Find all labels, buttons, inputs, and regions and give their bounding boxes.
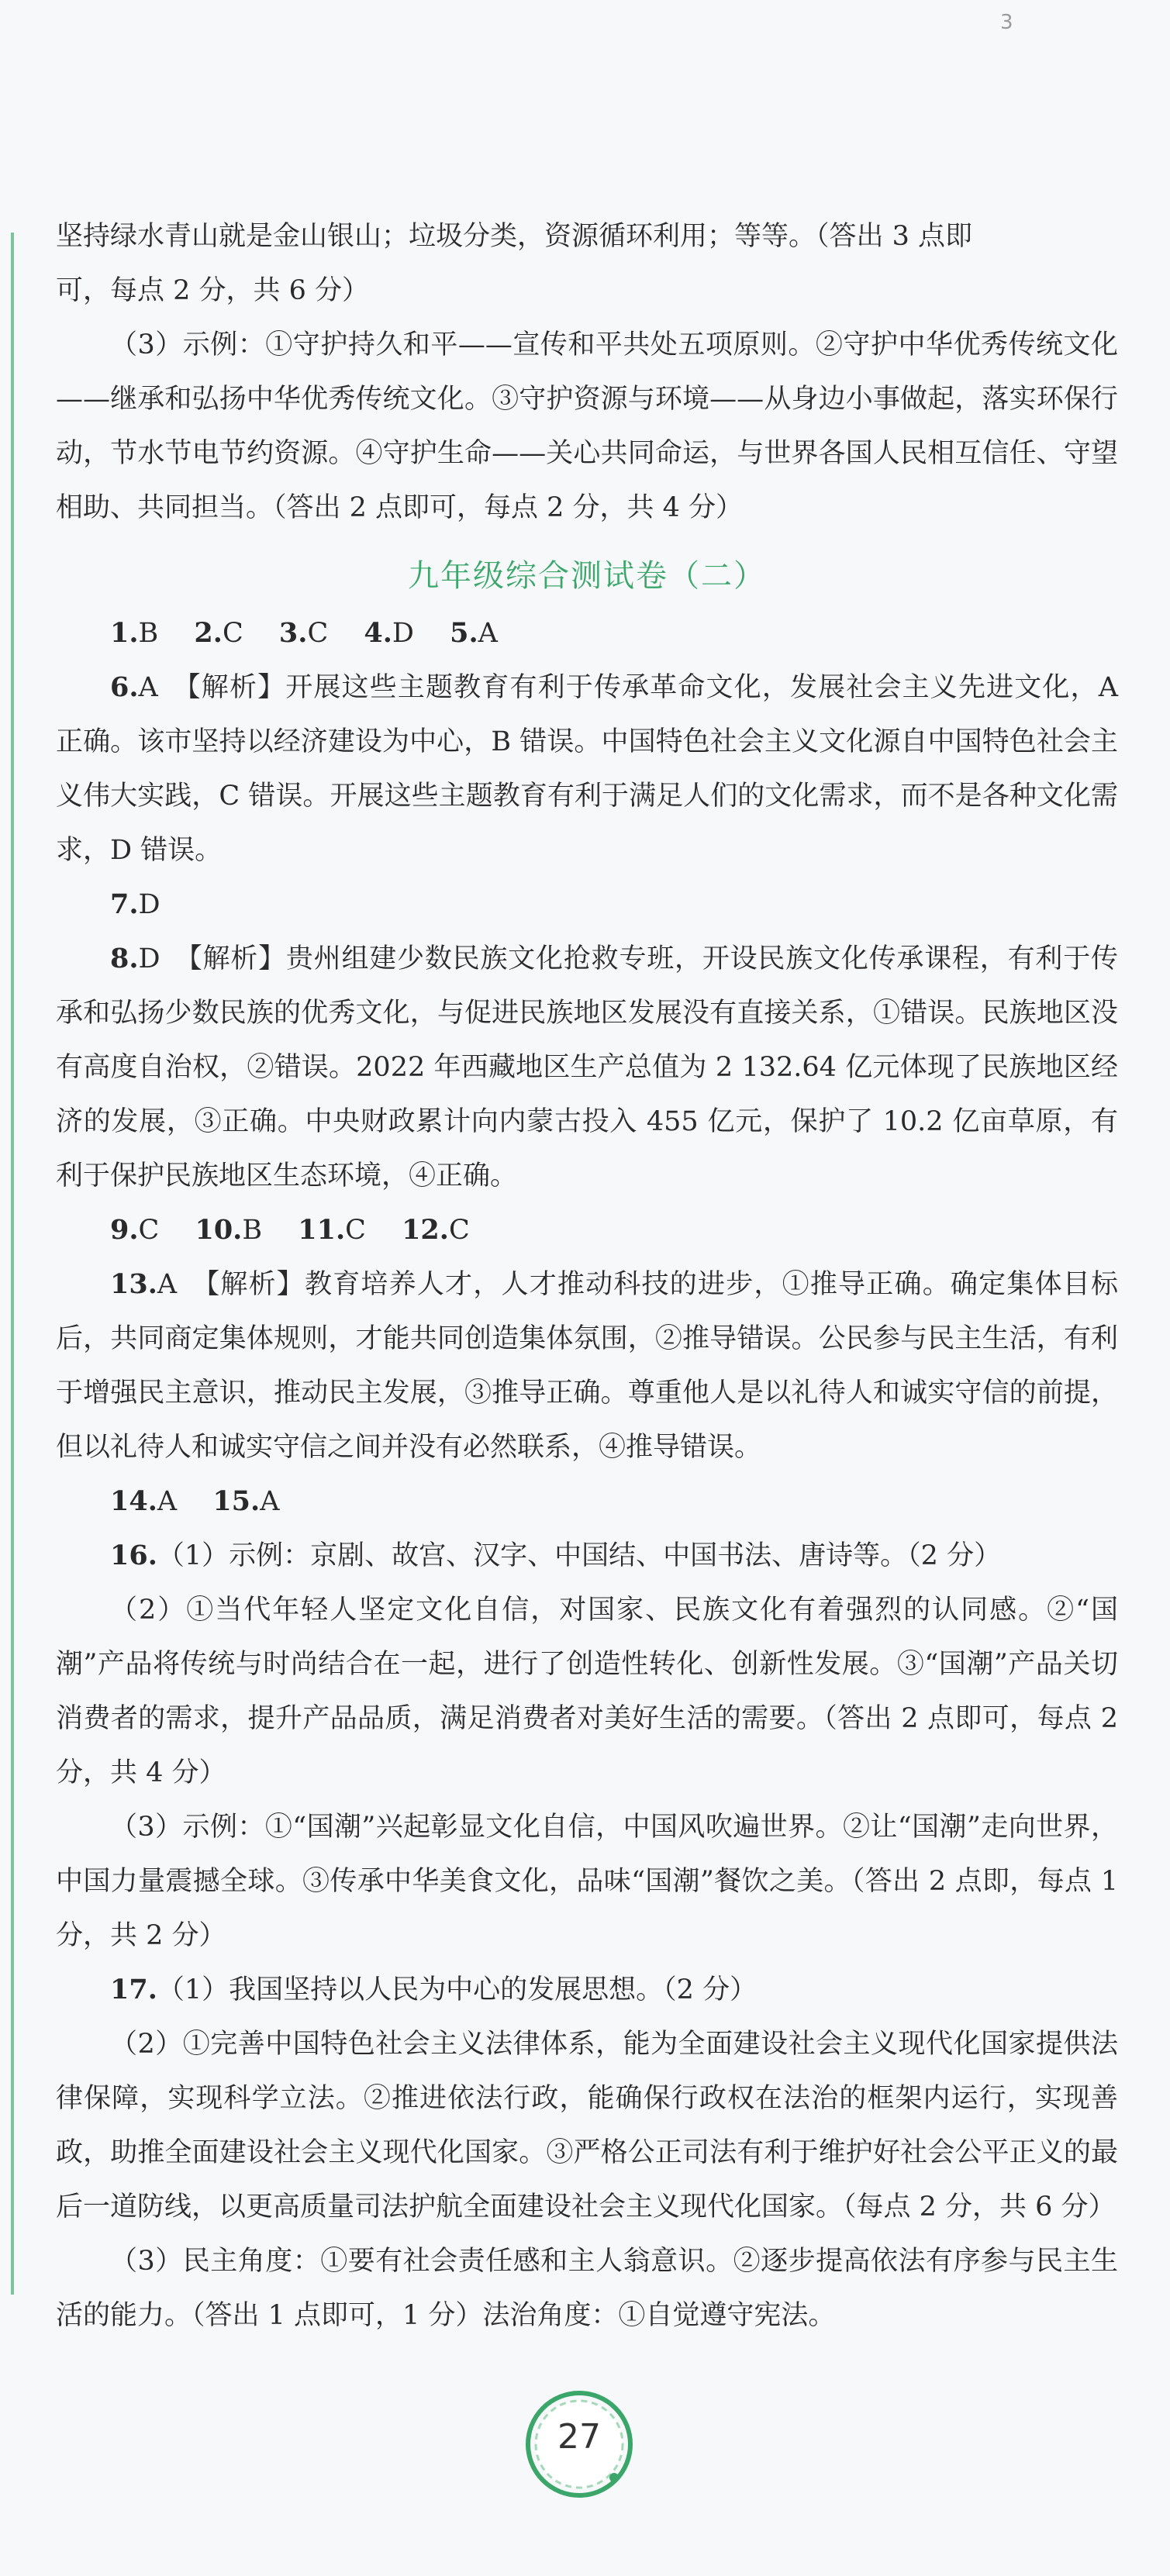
q-answer: （1）示例：京剧、故宫、汉字、中国结、中国书法、唐诗等。（2 分） [157, 1540, 1002, 1571]
answers-9-12 [56, 1203, 1118, 1257]
answer-16-1 [56, 1529, 1118, 1583]
prev-answer-line1: 坚持绿水青山就是金山银山；垃圾分类，资源循环利用；等等。（答出 3 点即 [56, 221, 973, 252]
q-num: 2. [194, 617, 223, 649]
prev-answer-3: （3）示例：①守护持久和平——宣传和平共处五项原则。②守护中华优秀传统文化——继承和弘扬中华优秀传统文化。③守护资源与环境——从身边小事做起，落实环保行动，节水节电节约资源。④守护生命——关心共同命运，与世界各国人民相互信任、守望相助、共同担当。（答出 2 点即可，每点 2 分，共 4 分） [56, 329, 1118, 523]
answer-17-2: （2）①完善中国特色社会主义法律体系，能为全面建设社会主义现代化国家提供法律保障，实现科学立法。②推进依法行政，能确保行政权在法治的框架内运行，实现善政，助推全面建设社会主义现代化国家。③严格公正司法有利于维护好社会公平正义的最后一道防线，以更高质量司法护航全面建设社会主义现代化国家。（每点 2 分，共 6 分） [56, 2029, 1118, 2223]
answer-16-3: （3）示例：①“国潮”兴起彰显文化自信，中国风吹遍世界。②让“国潮”走向世界，中国力量震撼全球。③传承中华美食文化，品味“国潮”餐饮之美。（答出 2 点即，每点 1 分，共 2 分） [56, 1812, 1118, 1951]
answer-6 [56, 660, 1118, 878]
q-answer: D [392, 618, 441, 649]
q-num: 5. [450, 617, 478, 649]
q-answer: A [157, 1486, 205, 1517]
q-num: 15. [212, 1485, 261, 1517]
q-answer: B [138, 618, 186, 649]
q-num: 12. [402, 1214, 449, 1246]
answers-1-5 [56, 606, 1118, 660]
page-number: 27 [557, 2417, 601, 2457]
answer-16-2: （2）①当代年轻人坚定文化自信，对国家、民族文化有着强烈的认同感。②“国潮”产品将传统与时尚结合在一起，进行了创造性转化、创新性发展。③“国潮”产品关切消费者的需求，提升产品品质，满足消费者对美好生活的需要。（答出 2 点即可，每点 2 分，共 4 分） [56, 1595, 1118, 1788]
answer-7 [56, 878, 1118, 932]
q-answer: C [222, 618, 271, 649]
margin-rule [11, 233, 14, 2295]
q-num: 3. [278, 617, 308, 649]
q-num: 11. [298, 1214, 346, 1246]
q-answer: （1）我国坚持以人民为中心的发展思想。（2 分） [157, 1974, 758, 2005]
page-footer [0, 2357, 1170, 2512]
q-answer: A [478, 618, 498, 649]
q-answer: C [307, 618, 356, 649]
q-answer: C [345, 1215, 393, 1246]
section-title: 九年级综合测试卷（二） [408, 558, 766, 594]
q-answer: A 【解析】教育培养人才，人才推动科技的进步，①推导正确。确定集体目标后，共同商定集体规则，才能共同创造集体氛围，②推导错误。公民参与民主生活，有利于增强民主意识，推动民主发展，③推导正确。尊重他人是以礼待人和诚实守信的前提，但以礼待人和诚实守信之间并没有必然联系，④推导错误。 [56, 1269, 1118, 1463]
q-answer: D 【解析】贵州组建少数民族文化抢救专班，开设民族文化传承课程，有利于传承和弘扬少数民族的优秀文化，与促进民族地区发展没有直接关系，①错误。民族地区没有高度自治权，②错误。2022 年西藏地区生产总值为 2 132.64 亿元体现了民族地区经济的发展，③正确。中央财政累计向内蒙古投入 455 亿元，保护了 10.2 亿亩草原，有利于保护民族地区生态环境，④正确。 [56, 943, 1118, 1191]
answer-13 [56, 1257, 1118, 1474]
q-answer: B [242, 1215, 290, 1246]
q-num: 6. [110, 671, 139, 703]
prev-answer-line2: 可，每点 2 分，共 6 分） [56, 275, 370, 306]
q-num: 7. [110, 888, 139, 920]
q-num: 9. [110, 1214, 139, 1246]
q-answer: A [260, 1486, 280, 1517]
q-answer: A 【解析】开展这些主题教育有利于传承革命文化，发展社会主义先进文化，A 正确。该市坚持以经济建设为中心，B 错误。中国特色社会主义文化源自中国特色社会主义伟大实践，C 错误。开展这些主题教育有利于满足人们的文化需求，而不是各种文化需求，D 错误。 [56, 672, 1118, 866]
q-answer: D [138, 889, 160, 920]
answer-17-3: （3）民主角度：①要有社会责任感和主人翁意识。②逐步提高依法有序参与民主生活的能力。（答出 1 点即可，1 分）法治角度：①自觉遵守宪法。 [56, 2246, 1118, 2331]
q-num: 16. [110, 1540, 157, 1571]
q-num: 17. [110, 1974, 157, 2005]
page-number-badge [521, 2386, 637, 2502]
answer-8 [56, 932, 1118, 1203]
answer-content [56, 209, 1118, 2343]
answer-17-1 [56, 1963, 1118, 2017]
q-answer: C [138, 1215, 187, 1246]
q-answer: C [448, 1215, 470, 1246]
corner-mark: 3 [1000, 11, 1013, 34]
q-num: 13. [110, 1268, 157, 1300]
q-num: 1. [110, 617, 139, 649]
q-num: 4. [364, 617, 392, 649]
q-num: 8. [110, 943, 139, 974]
q-num: 10. [195, 1214, 243, 1246]
answers-14-15 [56, 1474, 1118, 1529]
q-num: 14. [110, 1485, 157, 1517]
